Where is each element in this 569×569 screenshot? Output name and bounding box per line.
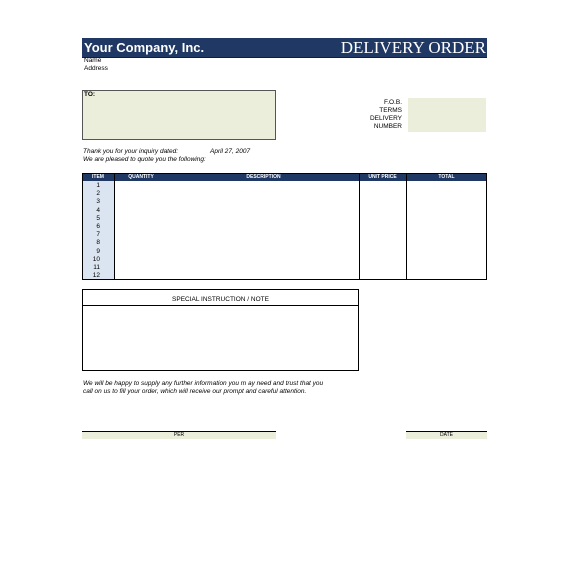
- fob-label: F.O.B.: [383, 99, 402, 106]
- item-number: 12: [92, 272, 100, 280]
- column-header-description: DESCRIPTION: [246, 174, 281, 180]
- column-header-item: ITEM: [92, 174, 104, 180]
- item-number: 11: [93, 264, 100, 271]
- item-number: 3: [96, 198, 100, 206]
- company-address-field: Address: [84, 65, 108, 72]
- column-divider: [359, 173, 360, 280]
- item-number: 9: [96, 247, 100, 255]
- to-address-box[interactable]: [82, 90, 276, 140]
- column-header-quantity: QUANTITY: [128, 174, 154, 180]
- terms-label: TERMS: [379, 107, 402, 114]
- item-number: 8: [96, 239, 100, 247]
- delivery-label: DELIVERY: [369, 115, 402, 122]
- terms-labels: [340, 99, 402, 131]
- number-label: NUMBER: [373, 123, 402, 130]
- closing-line-2: call on us to fill your order, which will receive our prompt and careful attention.: [83, 388, 307, 395]
- inquiry-thanks-text: Thank you for your inquiry dated:: [83, 148, 179, 155]
- item-number: 1: [96, 182, 100, 189]
- date-label: DATE: [440, 432, 453, 438]
- item-number: 2: [96, 190, 100, 198]
- item-number: 7: [96, 231, 100, 239]
- item-number: 10: [92, 255, 100, 263]
- column-header-unit-price: UNIT PRICE: [368, 174, 397, 180]
- company-name: Your Company, Inc.: [84, 40, 205, 55]
- column-divider: [114, 173, 115, 280]
- special-instruction-title: SPECIAL INSTRUCTION / NOTE: [172, 296, 269, 303]
- per-label: PER: [173, 432, 185, 438]
- column-divider: [406, 173, 407, 280]
- items-table[interactable]: [82, 173, 487, 280]
- note-divider: [82, 305, 359, 306]
- company-name-field: Name: [84, 57, 102, 64]
- quote-intro-text: We are pleased to quote you the following:: [83, 156, 206, 163]
- item-number: 5: [96, 214, 100, 222]
- item-number: 4: [96, 206, 100, 214]
- to-label: TO:: [84, 91, 96, 98]
- column-header-total: TOTAL: [438, 174, 455, 180]
- closing-line-1: We will be happy to supply any further information you m ay need and trust that you: [83, 380, 324, 387]
- item-number: 6: [96, 223, 100, 230]
- inquiry-date: April 27, 2007: [210, 148, 251, 155]
- terms-values-box[interactable]: [408, 98, 486, 132]
- document-title: DELIVERY ORDER: [340, 38, 486, 57]
